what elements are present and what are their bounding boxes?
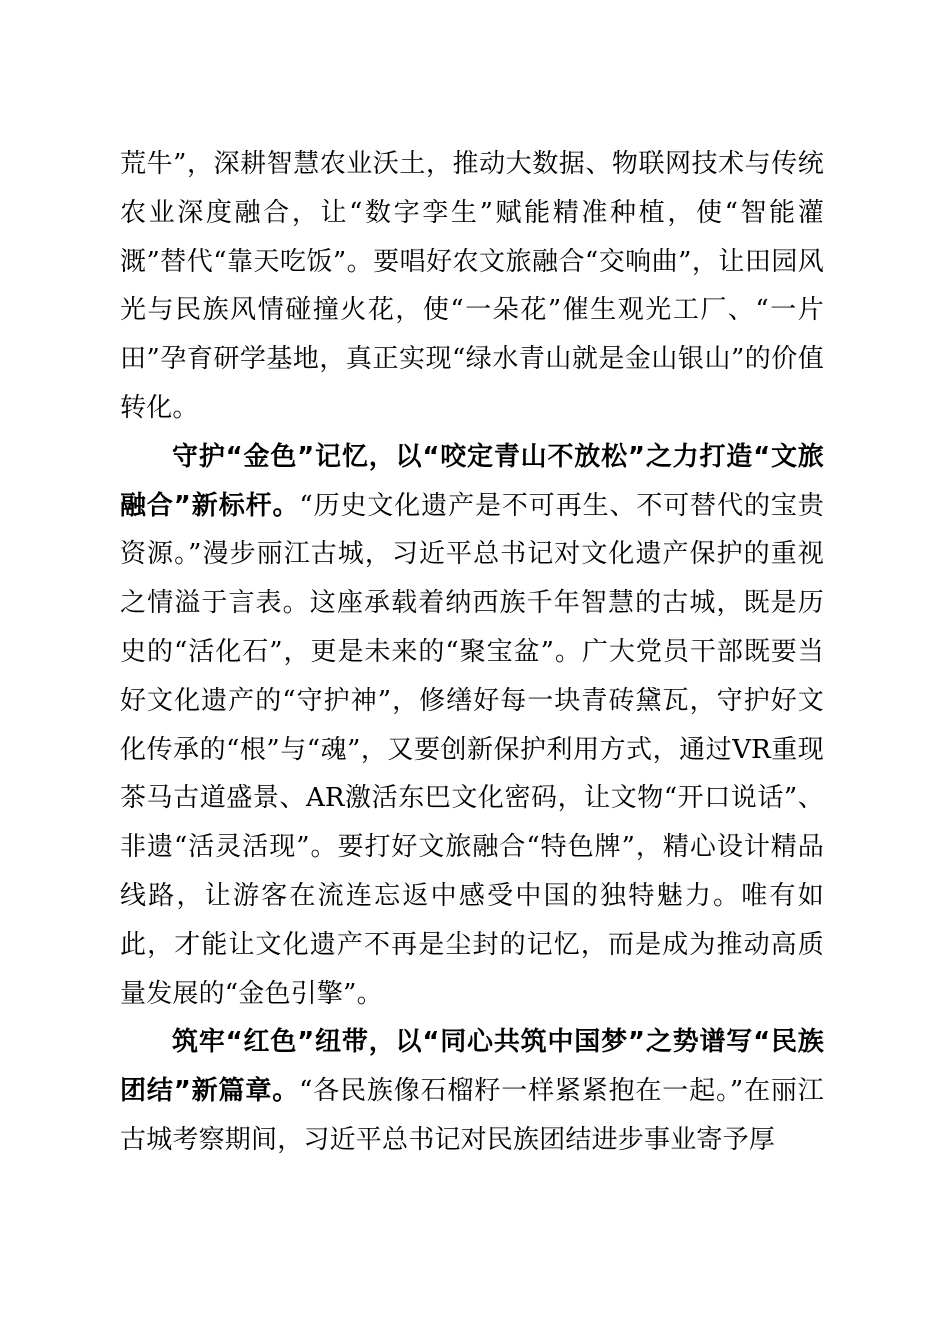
paragraph-3-lead: 筑牢“红色”纽带，以“同心共筑中国梦”之势谱写“民族团结”新篇章。 (120, 1027, 824, 1107)
paragraph-ethnic-unity (120, 1018, 824, 1164)
document-page (120, 140, 824, 1165)
paragraph-2-lead: 守护“金色”记忆，以“咬定青山不放松”之力打造“文旅融合”新标杆。 (120, 441, 824, 521)
paragraph-continuation (120, 140, 824, 433)
paragraph-3-body: “各民族像石榴籽一样紧紧抱在一起。”在丽江古城考察期间，习近平总书记对民族团结进步事业寄予厚 (120, 1076, 824, 1155)
paragraph-cultural-heritage (120, 433, 824, 1019)
paragraph-1-body: 荒牛”，深耕智慧农业沃土，推动大数据、物联网技术与传统农业深度融合，让“数字孪生”赋能精准种植，使“智能灌溉”替代“靠天吃饭”。要唱好农文旅融合“交响曲”，让田园风光与民族风情碰撞火花，使“一朵花”催生观光工厂、“一片田”孕育研学基地，真正实现“绿水青山就是金山银山”的价值转化。 (120, 149, 824, 423)
paragraph-2-body: “历史文化遗产是不可再生、不可替代的宝贵资源。”漫步丽江古城，习近平总书记对文化遗产保护的重视之情溢于言表。这座承载着纳西族千年智慧的古城，既是历史的“活化石”，更是未来的“聚宝盆”。广大党员干部既要当好文化遗产的“守护神”，修缮好每一块青砖黛瓦，守护好文化传承的“根”与“魂”，又要创新保护利用方式，通过VR重现茶马古道盛景、AR激活东巴文化密码，让文物“开口说话”、非遗“活灵活现”。要打好文旅融合“特色牌”，精心设计精品线路，让游客在流连忘返中感受中国的独特魅力。唯有如此，才能让文化遗产不再是尘封的记忆，而是成为推动高质量发展的“金色引擎”。 (120, 490, 824, 1009)
